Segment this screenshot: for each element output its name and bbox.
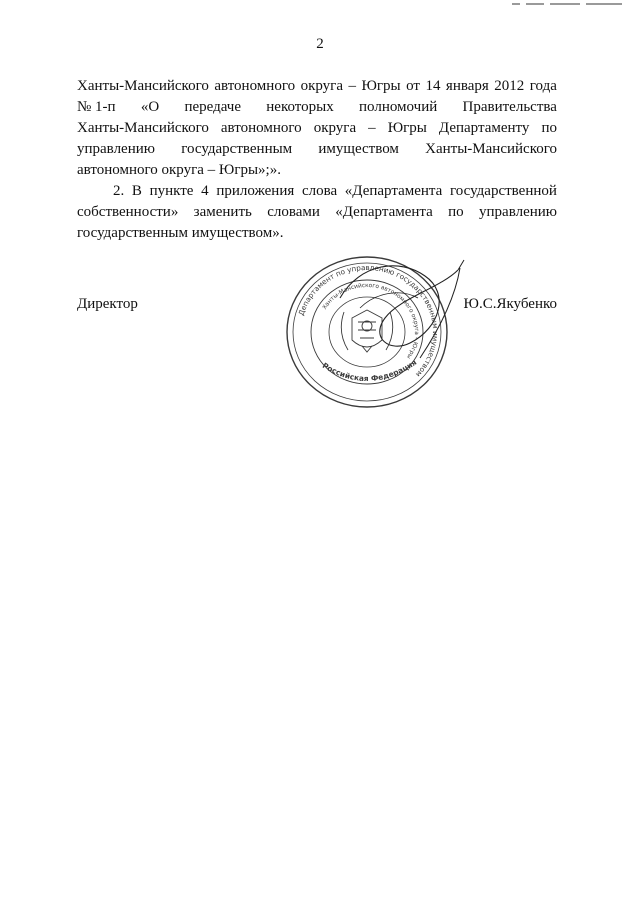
word: 2012 (494, 78, 525, 94)
handwritten-signature-icon (330, 258, 480, 368)
word: – (368, 120, 376, 136)
word: государственной (450, 183, 557, 199)
word: года (529, 78, 557, 94)
word: Югры (387, 120, 427, 136)
word: № 1-п (77, 99, 116, 115)
word: некоторых (266, 99, 334, 115)
word: «О (140, 99, 160, 115)
word: 2. (113, 183, 125, 199)
text-line-5: автономного округа – Югры»;». (77, 162, 281, 178)
word: Ханты-Мансийского (77, 78, 209, 94)
text-line-1 (77, 76, 557, 97)
word: Департаменту (438, 120, 530, 136)
word: приложения (216, 183, 295, 199)
word: собственности» (77, 204, 179, 220)
text-line-8: государственным имуществом». (77, 225, 284, 241)
word: января (445, 78, 489, 94)
word: округа (313, 120, 357, 136)
text-line-7 (77, 202, 557, 223)
word: имуществом (318, 141, 399, 157)
text-line-2 (77, 97, 557, 118)
word: Ханты-Мансийского (77, 120, 209, 136)
word: управлению (479, 204, 557, 220)
word: по (448, 204, 464, 220)
seal-inner-text: Ханты-Мансийского автономного округа – Югры (321, 282, 420, 360)
word: автономного (220, 120, 302, 136)
seal-outer-text: Департамент по управлению государственным имуществом (296, 262, 441, 379)
word: государственным (181, 141, 293, 157)
text-line-3 (77, 118, 557, 139)
text-line-4 (77, 139, 557, 160)
word: передаче (184, 99, 242, 115)
word: – (348, 78, 356, 94)
word: слова (301, 183, 338, 199)
signatory-title: Директор (77, 296, 138, 312)
document-body (77, 76, 557, 244)
word: от (406, 78, 420, 94)
scan-corner-marks (512, 2, 622, 8)
signatory-name: Ю.С.Якубенко (463, 296, 557, 312)
word: заменить (193, 204, 252, 220)
word: Югры (361, 78, 401, 94)
word: автономного (214, 78, 296, 94)
word: Ханты-Мансийского (425, 141, 557, 157)
word: Правительства (462, 99, 557, 115)
page-number: 2 (316, 36, 324, 52)
word: 14 (425, 78, 441, 94)
word: 4 (201, 183, 209, 199)
word: округа (300, 78, 343, 94)
word: «Департамента (344, 183, 443, 199)
word: словами (267, 204, 320, 220)
text-line-6 (77, 181, 557, 202)
seal-bottom-text: Российская Федерация (320, 357, 419, 384)
word: по (541, 120, 557, 136)
word: управлению (77, 141, 155, 157)
word: В (131, 183, 142, 199)
word: пункте (149, 183, 194, 199)
word: полномочий (359, 99, 438, 115)
word: «Департамента (335, 204, 433, 220)
